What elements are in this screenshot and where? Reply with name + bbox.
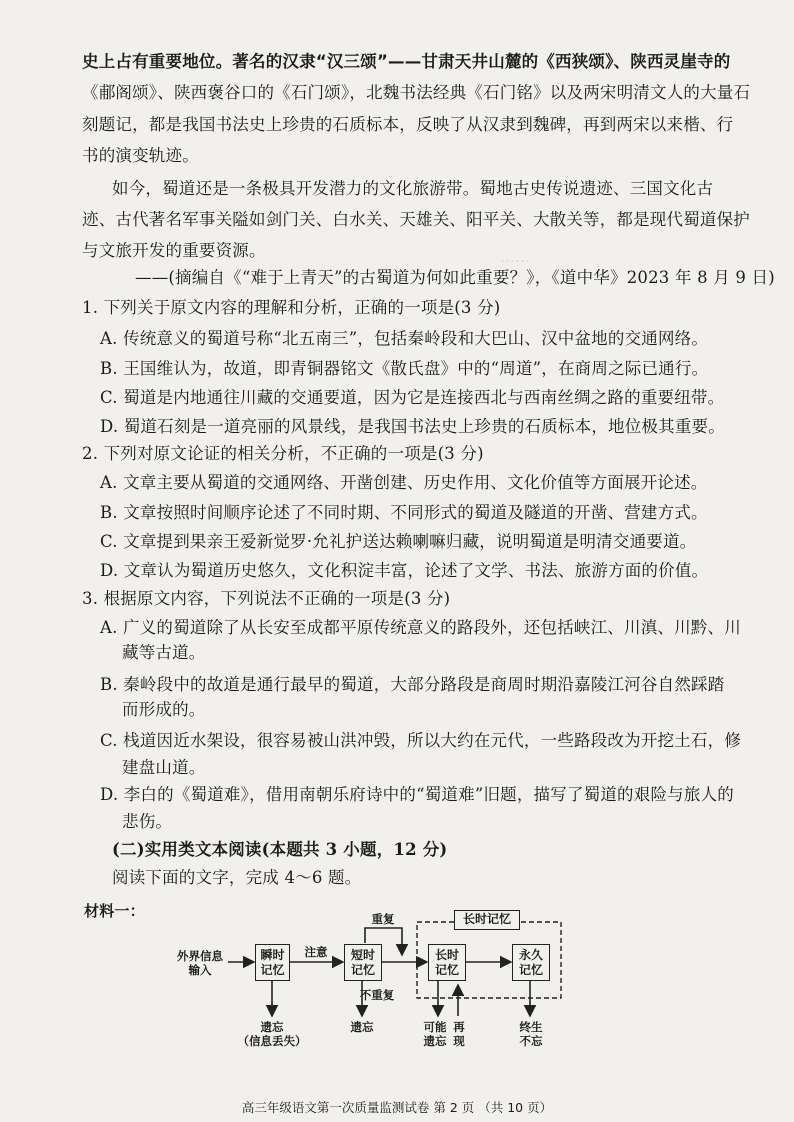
material-label: 材料一： (84, 902, 145, 920)
question-option-cont: 建盘山道。 (122, 758, 206, 777)
long-term-memory-box: 长时 记忆 (428, 944, 466, 981)
page-footer: 高三年级语文第一次质量监测试卷 第 2 页 （共 10 页） (241, 1100, 553, 1115)
question-option-cont: 悲伤。 (122, 812, 173, 831)
question-option: B. 王国维认为，故道，即青铜器铭文《散氏盘》中的“周道”，在商周之际已通行。 (100, 359, 709, 378)
question-stem: 2. 下列对原文论证的相关分析，不正确的一项是(3 分) (82, 444, 484, 463)
lifelong-label: 终生 不忘 (519, 1020, 543, 1048)
question-option: D. 李白的《蜀道难》，借用南朝乐府诗中的“蜀道难”旧题，描写了蜀道的艰险与旅人的 (100, 785, 734, 804)
question-option-cont: 而形成的。 (122, 700, 206, 719)
passage-line: 迹、古代著名军事关隘如剑门关、白水关、天雄关、阳平关、大散关等，都是现代蜀道保护 (82, 210, 750, 229)
forget-label: 遗忘 (350, 1020, 374, 1034)
long-term-group-label: 长时记忆 (454, 910, 520, 930)
repeat-label: 重复 (371, 912, 395, 926)
question-option: A. 广义的蜀道除了从长安至成都平原传统意义的路段外，还包括峡江、川滇、川黔、川 (100, 618, 741, 637)
short-term-memory-box: 短时 记忆 (344, 944, 382, 981)
passage-line: 如今，蜀道还是一条极具开发潜力的文化旅游带。蜀地古史传说遗迹、三国文化古 (112, 179, 714, 198)
question-option-cont: 藏等古道。 (122, 643, 206, 662)
reappear-label: 再 现 (453, 1020, 465, 1048)
question-option: A. 传统意义的蜀道号称“北五南三”，包括秦岭段和大巴山、汉中盆地的交通网络。 (100, 329, 709, 348)
permanent-memory-box: 永久 记忆 (512, 944, 550, 981)
question-option: C. 文章提到果亲王爱新觉罗·允礼护送达赖喇嘛归藏，说明蜀道是明清交通要道。 (100, 532, 697, 551)
question-option: A. 文章主要从蜀道的交通网络、开凿创建、历史作用、文化价值等方面展开论述。 (100, 473, 708, 492)
maybe-forget-label: 可能 遗忘 (423, 1020, 447, 1048)
input-label: 外界信息 输入 (177, 949, 223, 977)
passage-line: 史上占有重要地位。著名的汉隶“汉三颂”——甘肃天井山麓的《西狭颂》、陕西灵崖寺的 (82, 52, 731, 71)
question-stem: 3. 根据原文内容，下列说法不正确的一项是(3 分) (82, 589, 451, 608)
section-instruction: 阅读下面的文字，完成 4～6 题。 (112, 868, 362, 887)
question-option: D. 文章认为蜀道历史悠久，文化积淀丰富，论述了文学、书法、旅游方面的价值。 (100, 561, 709, 580)
question-option: C. 栈道因近水架设，很容易被山洪冲毁，所以大约在元代，一些路段改为开挖土石，修 (100, 731, 742, 750)
sensory-memory-box: 瞬时 记忆 (255, 944, 290, 981)
passage-line: 与文旅开发的重要资源。 (82, 241, 266, 260)
no-repeat-label: 不重复 (359, 988, 395, 1002)
forget-info-lost-label: 遗忘 （信息丢失） (237, 1020, 307, 1048)
bleed-through: …… (500, 248, 530, 266)
question-option: D. 蜀道石刻是一道亮丽的风景线，是我国书法史上珍贵的石质标本，地位极其重要。 (100, 417, 725, 436)
section-title: (二)实用类文本阅读(本题共 3 小题，12 分) (112, 840, 448, 859)
passage-line: 《郙阁颂》、陕西褒谷口的《石门颂》，北魏书法经典《石门铭》以及两宋明清文人的大量石 (82, 83, 751, 102)
source-citation: ——(摘编自《“难于上青天”的古蜀道为何如此重要？》，《道中华》2023 年 8 月 9 日) (135, 268, 775, 287)
question-stem: 1. 下列关于原文内容的理解和分析，正确的一项是(3 分) (82, 298, 501, 317)
question-option: B. 秦岭段中的故道是通行最早的蜀道，大部分路段是商周时期沿嘉陵江河谷自然踩踏 (100, 675, 725, 694)
question-option: B. 文章按照时间顺序论述了不同时期、不同形式的蜀道及隧道的开凿、营建方式。 (100, 503, 708, 522)
attention-label: 注意 (304, 945, 328, 959)
passage-line: 书的演变轨迹。 (82, 146, 199, 165)
question-option: C. 蜀道是内地通往川藏的交通要道，因为它是连接西北与西南丝绸之路的重要纽带。 (100, 388, 725, 407)
passage-line: 刻题记，都是我国书法史上珍贵的石质标本，反映了从汉隶到魏碑，再到两宋以来楷、行 (82, 115, 734, 134)
